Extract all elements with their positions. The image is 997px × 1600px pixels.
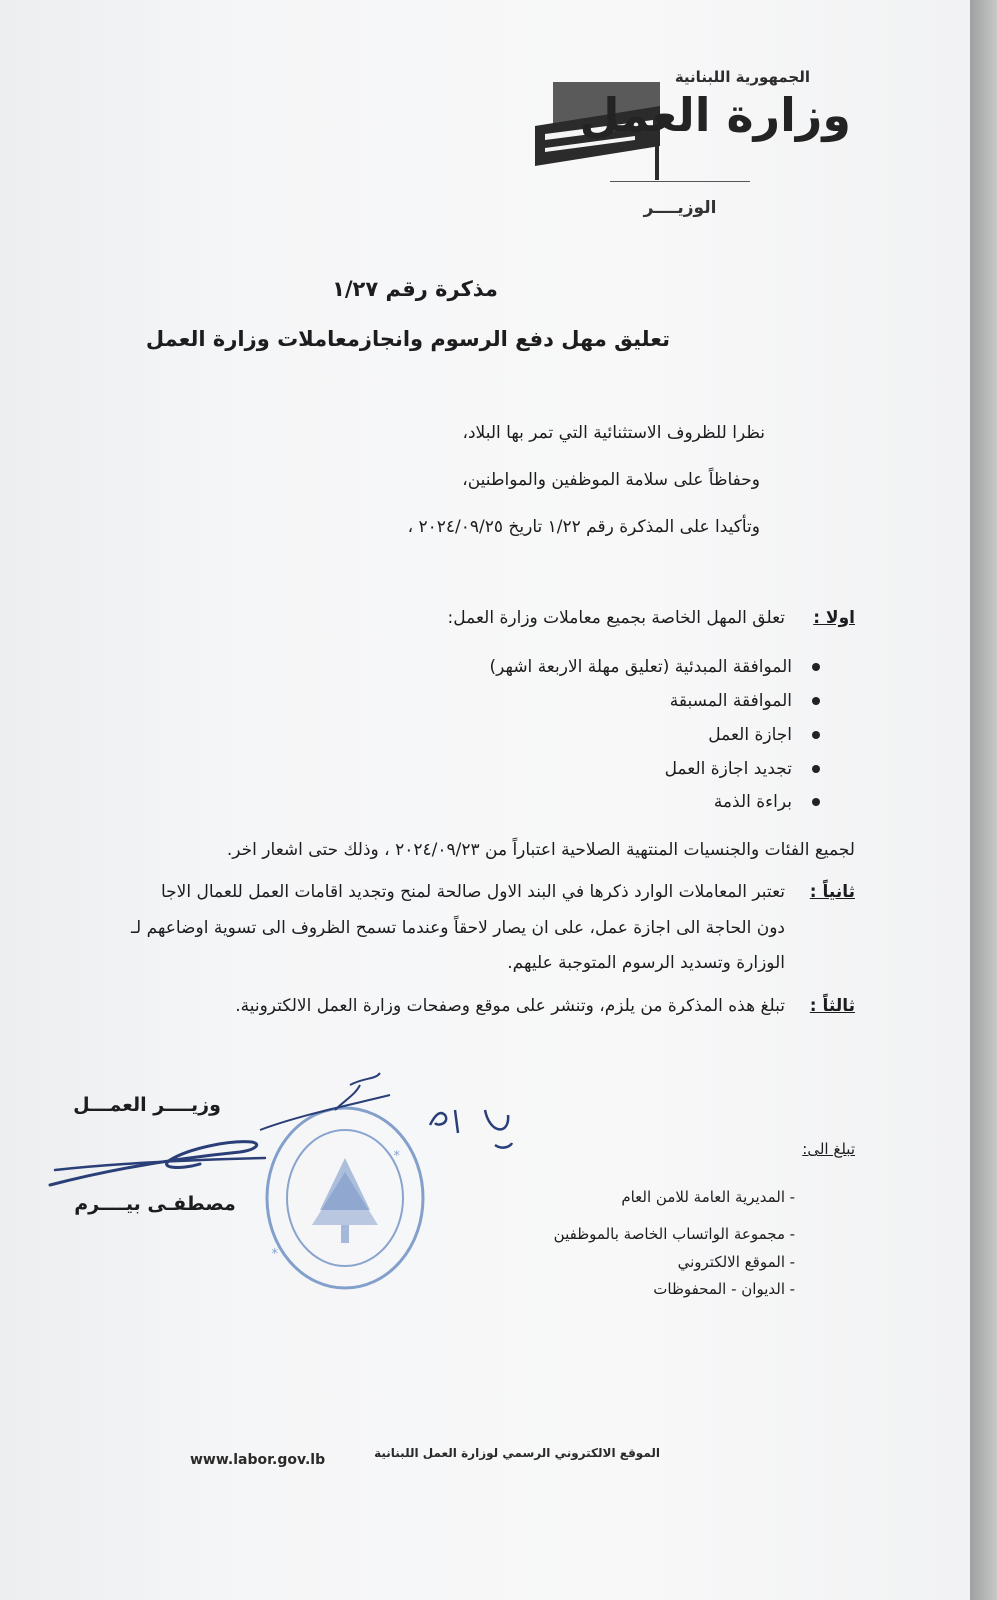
letterhead-divider [610, 181, 750, 182]
preamble-line: وحفاظاً على سلامة الموظفين والمواطنين، [462, 470, 760, 490]
list-item [708, 725, 820, 745]
list-item-text: الموافقة المبدئية (تعليق مهلة الاربعة اشهر) [489, 657, 792, 677]
list-item [670, 691, 820, 711]
signatory-name: مصطفـى بيــــرم [74, 1193, 236, 1215]
list-dash: - [789, 1280, 795, 1298]
list-dash: - [789, 1253, 795, 1271]
website-link[interactable]: www.labor.gov.lb [190, 1452, 326, 1468]
list-item [489, 657, 820, 677]
list-item-text: براءة الذمة [713, 792, 792, 812]
section1-label: اولا : [813, 608, 855, 628]
footer-label: الموقع الالكتروني الرسمي لوزارة العمل اللبنانية [374, 1446, 660, 1460]
distribution-item: الموقع الالكتروني [677, 1253, 785, 1271]
svg-text:*: * [271, 1247, 278, 1262]
list-item-text: اجازة العمل [708, 725, 792, 745]
bullet-icon [812, 798, 820, 806]
memo-number: مذكرة رقم ١/٢٧ [332, 277, 498, 301]
section2-label: ثانياً : [809, 882, 855, 902]
preamble-line: وتأكيدا على المذكرة رقم ١/٢٢ تاريخ ٢٠٢٤/٠٩/٢٥ ، [407, 517, 760, 537]
section3-label: ثالثاً : [809, 996, 855, 1016]
list-item [665, 759, 820, 779]
signatory-title: وزيــــر العمـــل [73, 1094, 221, 1116]
list-dash: - [789, 1225, 795, 1243]
list-item-text: الموافقة المسبقة [669, 691, 792, 711]
section1-tail: لجميع الفئات والجنسيات المنتهية الصلاحية اعتباراً من ٢٠٢٤/٠٩/٢٣ ، وذلك حتى اشعار اخر. [226, 840, 855, 860]
section2-line: دون الحاجة الى اجازة عمل، على ان يصار لاحقاً وعندما تسمح الظروف الى تسوية اوضاعهم لـ [131, 918, 785, 938]
bullet-icon [812, 731, 820, 739]
section2-line: الوزارة وتسديد الرسوم المتوجبة عليهم. [507, 953, 785, 973]
list-item-text: تجديد اجازة العمل [664, 759, 792, 779]
bullet-icon [812, 663, 820, 671]
distribution-item: الديوان - المحفوظات [653, 1280, 785, 1298]
handwritten-date-icon [240, 1055, 520, 1165]
distribution-item: المديرية العامة للامن العام [621, 1188, 785, 1206]
distribution-title: تبلغ الى: [802, 1140, 855, 1158]
page-edge-shadow [970, 0, 997, 1600]
bullet-icon [812, 697, 820, 705]
distribution-item: مجموعة الواتساب الخاصة بالموظفين [553, 1225, 785, 1243]
svg-text:*: * [393, 1149, 400, 1164]
logo-ministry-text: وزارة العمل [579, 88, 851, 142]
minister-heading: الوزيــــر [643, 198, 717, 218]
logo-republic-text: الجمهورية اللبنانية [674, 68, 810, 86]
bullet-icon [812, 765, 820, 773]
page-footer [190, 1444, 660, 1474]
preamble-line: نظرا للظروف الاستثنائية التي تمر بها البلاد، [462, 423, 765, 443]
section3-text: تبلغ هذه المذكرة من يلزم، وتنشر على موقع وصفحات وزارة العمل الالكترونية. [235, 996, 785, 1016]
list-dash: - [789, 1188, 795, 1206]
section1-intro: تعلق المهل الخاصة بجميع معاملات وزارة العمل: [447, 608, 785, 628]
ministry-logo [535, 60, 865, 185]
section2-line: تعتبر المعاملات الوارد ذكرها في البند الاول صالحة لمنح وتجديد اقامات العمل للعمال الاجا [160, 882, 785, 902]
memo-title: تعليق مهل دفع الرسوم وانجازمعاملات وزارة العمل [145, 327, 670, 351]
list-item [714, 792, 820, 812]
